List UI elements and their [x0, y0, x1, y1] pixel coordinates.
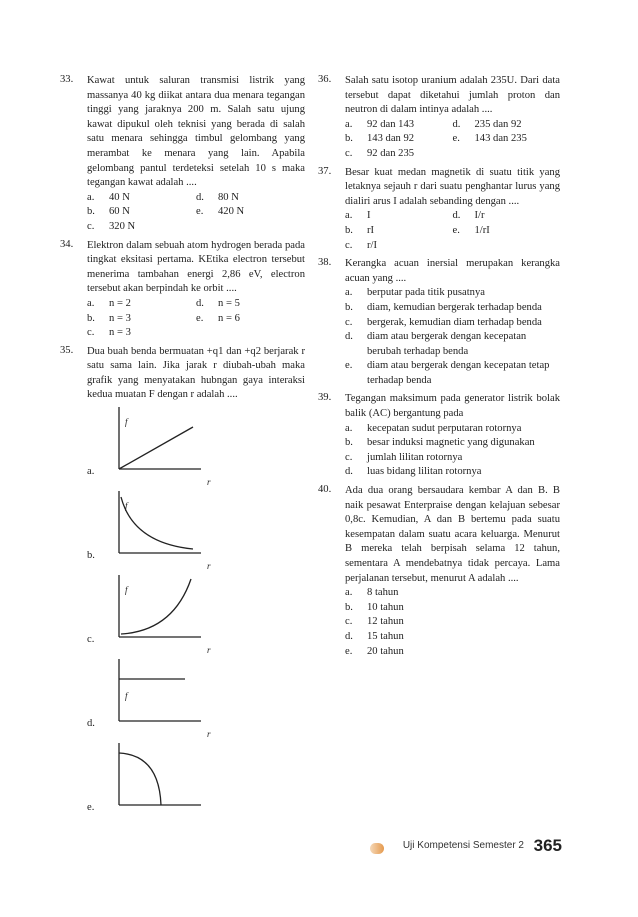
question-33 [60, 74, 305, 235]
question-number: 37. [318, 165, 332, 177]
question-stem: Dua buah benda bermuatan +q1 dan +q2 berjarak r satu sama lain. Jika jarak r diubah-ubah maka grafik yang menyatakan hubngan gaya interaksi kedua muatan F dengan r adalah .... [87, 345, 305, 401]
option-text: 143 dan 92 [367, 133, 415, 145]
option-text: luas bidang lilitan rotornya [367, 466, 482, 478]
option-letter: d. [452, 118, 461, 130]
question-38 [318, 257, 560, 388]
option-text: 235 dan 92 [474, 118, 522, 130]
option-text: berputar pada titik pusatnya [367, 287, 485, 299]
question-number: 36. [318, 74, 332, 85]
question-39 [318, 392, 560, 480]
graph-a-svg [111, 403, 271, 487]
question-40 [318, 484, 560, 659]
graph-option-d [87, 655, 305, 739]
question-number: 40. [318, 484, 332, 496]
option-letter: b. [345, 301, 353, 313]
option-letter: e. [196, 312, 204, 324]
option-text: n = 5 [218, 297, 240, 309]
question-number: 33. [60, 74, 74, 85]
option-text: n = 2 [109, 297, 131, 309]
page-number: 365 [533, 836, 562, 855]
graph-f-label: f [125, 691, 128, 702]
question-37 [318, 166, 560, 254]
options-list [345, 586, 560, 659]
option-text: kecepatan sudut perputaran rotornya [367, 422, 522, 434]
option-letter: a. [345, 422, 353, 434]
option-b [345, 301, 560, 316]
option-a [345, 118, 453, 133]
page-footer [370, 836, 570, 860]
option-e [345, 645, 560, 660]
graph-f-label: f [125, 585, 128, 596]
option-text: 1/rI [474, 224, 490, 236]
option-text: besar induksi magnetic yang digunakan [367, 437, 535, 449]
graph-r-label: r [207, 729, 211, 740]
option-letter: e. [196, 206, 204, 218]
graph-r-label: r [207, 561, 211, 572]
option-e [453, 224, 561, 239]
option-letter: e. [345, 360, 353, 372]
option-e [453, 132, 561, 147]
option-text: 8 tahun [367, 587, 399, 599]
option-text: 92 dan 235 [367, 147, 415, 159]
option-e [196, 312, 305, 327]
option-letter: c. [87, 634, 95, 646]
options-list [345, 209, 560, 253]
option-text: n = 6 [218, 312, 240, 324]
question-35 [60, 345, 305, 823]
options-list [87, 191, 305, 235]
graph-curve [119, 753, 161, 805]
option-text: 320 N [109, 220, 136, 232]
option-a [87, 191, 196, 206]
option-text: rI [367, 224, 375, 236]
option-text: n = 3 [109, 312, 131, 324]
question-number: 34. [60, 238, 74, 250]
option-letter: b. [345, 601, 353, 613]
option-letter: a. [345, 118, 353, 130]
option-c [345, 451, 560, 466]
option-text: diam atau bergerak dengan kecepatan tetap terhadap benda [367, 360, 550, 386]
graph-option-a [87, 403, 305, 487]
option-letter: c. [345, 316, 353, 328]
option-text: 40 N [109, 191, 130, 203]
option-d [196, 297, 305, 312]
option-b [87, 312, 196, 327]
option-text: I/r [474, 210, 485, 222]
option-letter: c. [87, 220, 95, 232]
question-stem: Besar kuat medan magnetik di suatu titik yang letaknya sejauh r dari suatu penghantar lurus yang dialiri arus I adalah sebanding dengan .... [345, 166, 560, 207]
option-letter: b. [345, 133, 353, 145]
question-body [345, 484, 560, 659]
graph-curve [121, 497, 193, 549]
option-b [345, 436, 560, 451]
option-letter: b. [345, 437, 353, 449]
graph-option-b [87, 487, 305, 571]
footer-ornament-icon [370, 843, 384, 854]
question-number: 39. [318, 392, 332, 404]
option-letter: a. [345, 587, 353, 599]
question-body [345, 74, 560, 162]
question-number: 35. [60, 344, 74, 356]
option-letter: d. [345, 630, 353, 642]
option-d [196, 191, 305, 206]
option-letter: d. [345, 466, 353, 478]
option-text: 15 tahun [367, 630, 404, 642]
option-a [87, 297, 196, 312]
option-a [345, 586, 560, 601]
option-letter: b. [87, 312, 95, 324]
graph-curve [119, 427, 193, 469]
option-letter: c. [345, 616, 353, 628]
option-e [196, 205, 305, 220]
option-letter: a. [87, 466, 95, 478]
option-text: diam atau bergerak dengan kecepatan berubah terhadap benda [367, 331, 527, 357]
option-text: 143 dan 235 [474, 133, 527, 145]
question-stem: Kerangka acuan inersial merupakan kerangka acuan yang .... [345, 258, 560, 284]
option-letter: e. [452, 224, 460, 236]
question-body [345, 166, 560, 254]
option-letter: a. [87, 191, 95, 203]
graph-b-svg [111, 487, 271, 571]
right-column [318, 74, 560, 663]
option-text: 92 dan 143 [367, 118, 415, 130]
question-body [87, 74, 305, 235]
option-d [453, 209, 561, 224]
option-letter: e. [345, 645, 353, 657]
option-text: bergerak, kemudian diam terhadap benda [367, 316, 542, 328]
question-34 [60, 239, 305, 341]
graph-f-label: f [125, 417, 128, 428]
option-b [345, 601, 560, 616]
question-stem: Tegangan maksimum pada generator listrik bolak balik (AC) bergantung pada [345, 393, 560, 420]
graph-curve [121, 579, 191, 634]
option-letter: b. [87, 550, 95, 562]
options-list [345, 422, 560, 480]
option-text: 10 tahun [367, 601, 404, 613]
option-c [345, 147, 453, 162]
question-stem: Salah satu isotop uranium adalah 235U. Dari data tersebut dapat diketahui jumlah proton dan neutron di dalam intinya adalah .... [345, 75, 560, 116]
option-letter: d. [196, 191, 204, 203]
option-a [345, 422, 560, 437]
option-c [345, 239, 453, 254]
left-column [60, 74, 305, 827]
option-letter: a. [345, 210, 353, 222]
option-letter: d. [196, 297, 204, 309]
option-letter: a. [345, 287, 353, 299]
option-letter: c. [345, 451, 353, 463]
option-text: 420 N [218, 206, 245, 218]
question-body [345, 392, 560, 480]
option-c [87, 220, 196, 235]
option-letter: c. [345, 239, 353, 251]
graph-d-svg [111, 655, 271, 739]
footer-title: Uji Kompetensi Semester 2 [402, 840, 524, 851]
option-b [87, 205, 196, 220]
option-d [345, 330, 560, 359]
option-letter: c. [345, 147, 353, 159]
option-b [345, 132, 453, 147]
question-stem: Ada dua orang bersaudara kembar A dan B. B naik pesawat Enterpraise dengan kelajuan sebesar 0,8c. Kemudian, A dan B bertemu pada suatu kesempatan dalam suatu acara keluarga. Menurut B mereka telah berpisah selama 12 tahun, sementara A mendebatnya tidak percaya. Lama perjalanan tersebut, menurut A adalah .... [345, 485, 560, 584]
graph-r-label: r [207, 477, 211, 488]
question-36 [318, 74, 560, 162]
option-letter: e. [452, 133, 460, 145]
question-stem: Kawat untuk saluran transmisi listrik yang massanya 40 kg diikat antara dua menara tegangan tinggi yang jaraknya 200 m. Salah satu ujung kawat dipukul oleh teknisi yang berada di salah satu menara sehingga timbul gelombang yang merambat ke menara yang lain. Apabila gelombang pantul terdeteksi setelah 10 s maka tegangan kawat adalah .... [87, 75, 305, 189]
question-body [87, 345, 305, 823]
graph-r-label: r [207, 645, 211, 656]
option-a [345, 286, 560, 301]
option-b [345, 224, 453, 239]
option-text: 60 N [109, 206, 130, 218]
question-number: 38. [318, 257, 332, 269]
option-text: 12 tahun [367, 616, 404, 628]
option-letter: b. [345, 224, 353, 236]
option-letter: e. [87, 802, 95, 814]
options-list [345, 286, 560, 388]
question-stem: Elektron dalam sebuah atom hydrogen berada pada tingkat eksitasi pertama. KEtika electron tersebut menerima tambahan energi 2,86 eV, electron tersebut akan berpindah ke orbit .... [87, 239, 305, 295]
option-letter: c. [87, 327, 95, 339]
option-letter: d. [87, 718, 95, 730]
question-body [87, 239, 305, 341]
options-list [345, 118, 560, 162]
graph-c-svg [111, 571, 271, 655]
option-letter: b. [87, 206, 95, 218]
option-text: diam, kemudian bergerak terhadap benda [367, 301, 542, 313]
option-d [345, 630, 560, 645]
option-text: I [367, 210, 371, 222]
option-text: 80 N [218, 191, 239, 203]
options-list [87, 297, 305, 341]
option-text: jumlah lilitan rotornya [367, 451, 463, 463]
option-letter: d. [345, 331, 353, 343]
graph-f-label: f [125, 501, 128, 512]
option-text: 20 tahun [367, 645, 404, 657]
graph-option-e [87, 739, 305, 823]
graph-option-c [87, 571, 305, 655]
graph-e-svg [111, 739, 271, 823]
question-body [345, 257, 560, 388]
option-text: n = 3 [109, 327, 131, 339]
option-c [345, 316, 560, 331]
option-a [345, 209, 453, 224]
option-c [87, 326, 196, 341]
option-letter: d. [452, 210, 461, 222]
option-e [345, 359, 560, 388]
option-d [345, 465, 560, 480]
option-letter: a. [87, 297, 95, 309]
option-d [453, 118, 561, 133]
option-c [345, 615, 560, 630]
option-text: r/I [367, 239, 377, 251]
